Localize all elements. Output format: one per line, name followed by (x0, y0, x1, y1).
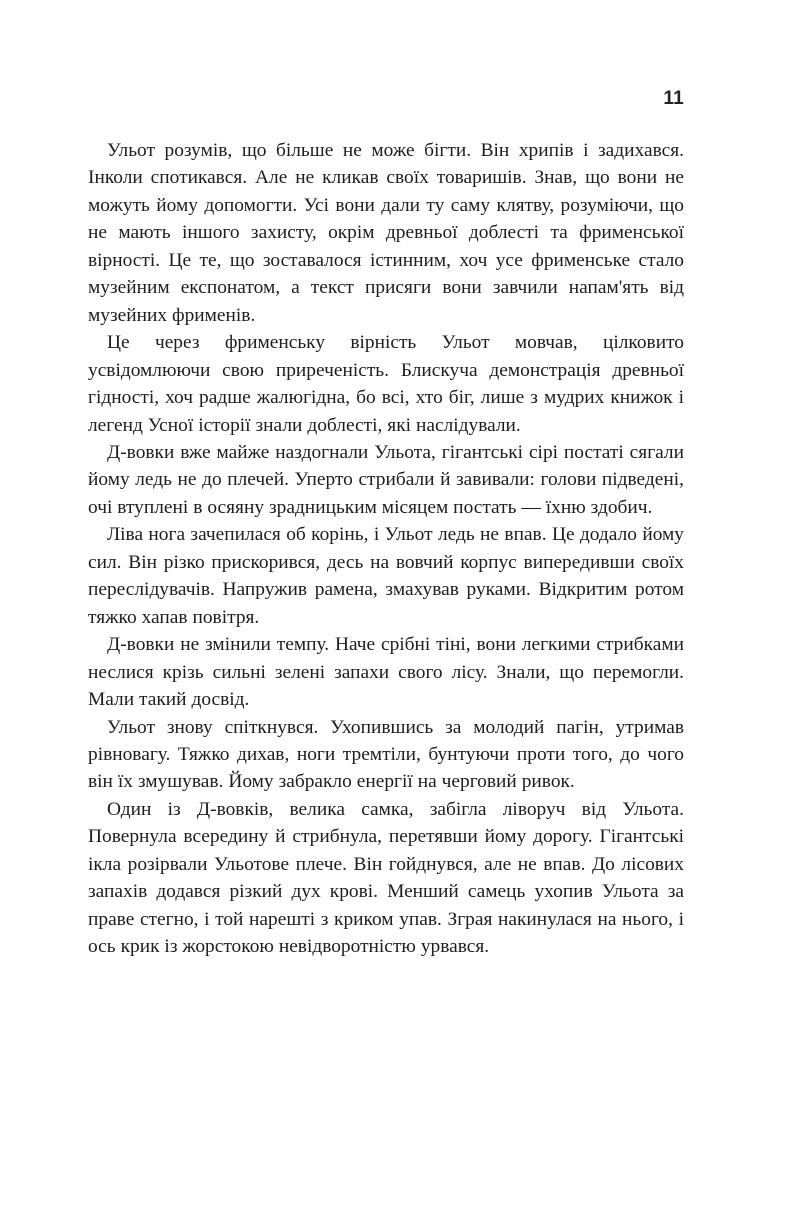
paragraph: Ульот розумів, що більше не може бігти. Він хрипів і задихався. Інколи спотикався. Але не кликав своїх товаришів. Знав, що вони не можуть йому допомогти. Усі вони дали ту саму клятву, розуміючи, що не мають іншого захисту, окрім древньої доблесті та фрименської вірності. Це те, що зоставалося істинним, хоч усе фрименське стало музейним експонатом, а текст присяги вони завчили напам'ять від музейних фрименів. (88, 140, 684, 326)
body-text-block (88, 137, 684, 961)
paragraph: Ульот знову спіткнувся. Ухопившись за молодий пагін, утримав рівновагу. Тяжко дихав, ноги тремтіли, бунтуючи проти того, до чого він їх змушував. Йому забракло енергії на черговий ривок. (88, 716, 684, 793)
paragraph: Один із Д-вовків, велика самка, забігла ліворуч від Ульота. Повернула всередину й стрибнула, перетявши йому дорогу. Гігантські ікла розірвали Ульотове плече. Він гойднувся, але не впав. До лісових запахів додався різкий дух крові. Менший самець ухопив Ульота за праве стегно, і той нарешті з криком упав. Зграя накинулася на нього, і ось крик із жорстокою невідворотністю урвався. (88, 798, 684, 958)
paragraph: Д-вовки вже майже наздогнали Ульота, гігантські сірі постаті сягали йому ледь не до плечей. Уперто стрибали й завивали: голови підведені, очі втуплені в осяяну зрадницьким місяцем постать — їхню здобич. (88, 441, 684, 518)
paragraph: Це через фрименську вірність Ульот мовчав, цілковито усвідомлюючи свою приреченість. Блискуча демонстрація древньої гідності, хоч радше жалюгідна, бо всі, хто біг, лише з мудрих книжок і легенд Усної історії знали доблесті, які наслідували. (88, 332, 684, 436)
paragraph: Д-вовки не змінили темпу. Наче срібні тіні, вони легкими стрибками неслися крізь сильні зелені запахи свого лісу. Знали, що перемогли. Мали такий досвід. (88, 634, 684, 711)
page-number: 11 (663, 88, 684, 109)
paragraph: Ліва нога зачепилася об корінь, і Ульот ледь не впав. Це додало йому сил. Він різко прискорився, десь на вовчий корпус випередивши своїх переслідувачів. Напружив рамена, змахував руками. Відкритим ротом тяжко хапав повітря. (88, 524, 684, 628)
